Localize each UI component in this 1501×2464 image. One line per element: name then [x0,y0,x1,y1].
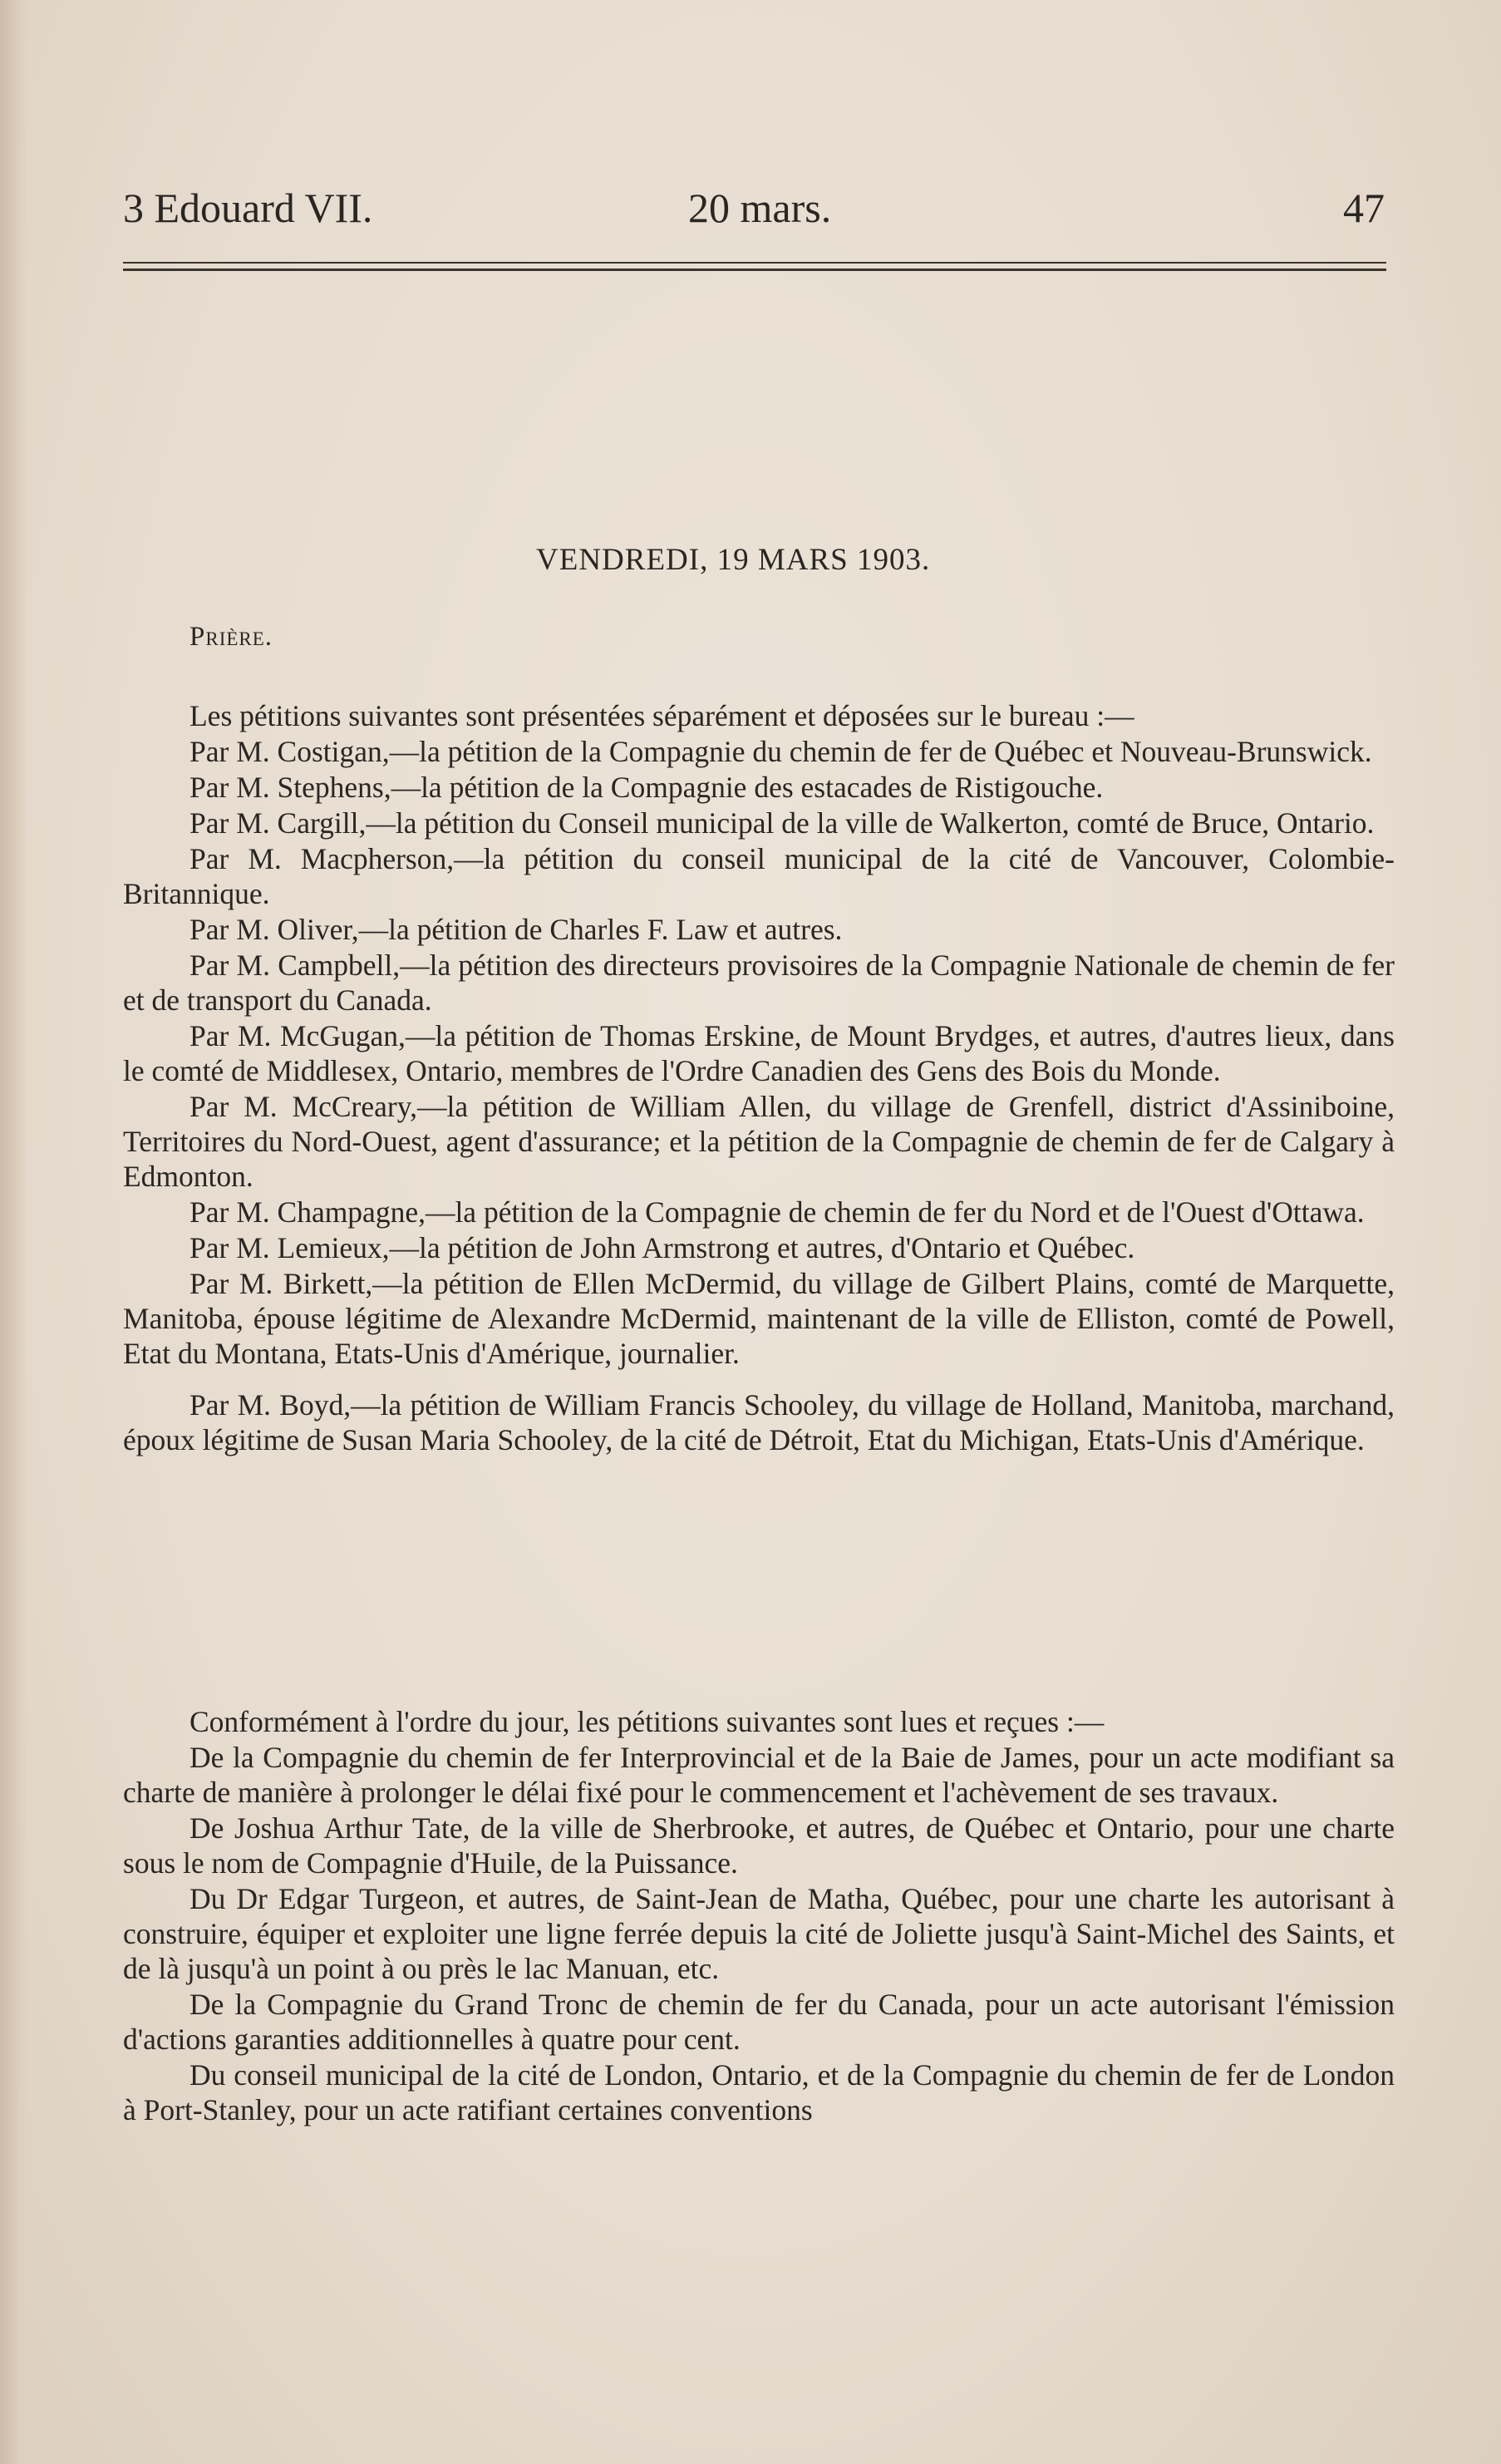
paragraph: Les pétitions suivantes sont présentées séparément et déposées sur le bureau :— [189,699,1134,732]
paragraph: Par M. Costigan,—la pétition de la Compagnie du chemin de fer de Québec et Nouveau-Brunswick. [189,735,1372,768]
sitting-date-title: VENDREDI, 19 MARS 1903. [536,543,931,577]
header-rule-thick [123,269,1386,271]
paragraph: Par M. Boyd,—la pétition de William Francis Schooley, du village de Holland, Manitoba, marchand, époux légitime de Susan Maria Schooley, de la cité de Détroit, Etat du Michigan, Etats-Unis d'Amérique. [123,1388,1395,1456]
running-header [123,179,1385,237]
paragraph: Par M. Lemieux,—la pétition de John Armstrong et autres, d'Ontario et Québec. [189,1231,1135,1264]
paragraph: Par M. Cargill,—la pétition du Conseil municipal de la ville de Walkerton, comté de Bruce, Ontario. [189,806,1375,840]
petitions-read-section [123,1704,1395,2127]
paragraph: Par M. Oliver,—la pétition de Charles F. Law et autres. [189,913,843,946]
paragraph: De la Compagnie du chemin de fer Interprovincial et de la Baie de James, pour un acte modifiant sa charte de manière à prolonger le délai fixé pour le commencement et l'achèvement de ses travaux. [123,1741,1395,1809]
paragraph: Par M. Campbell,—la pétition des directeurs provisoires de la Compagnie Nationale de chemin de fer et de transport du Canada. [123,949,1395,1017]
petitions-presented-section [123,698,1395,1457]
paragraph: De Joshua Arthur Tate, de la ville de Sherbrooke, et autres, de Québec et Ontario, pour une charte sous le nom de Compagnie d'Huile, de la Puissance. [123,1811,1395,1880]
header-regnal-year: 3 Edouard VII. [123,185,373,231]
header-rule-thin [123,262,1386,264]
paragraph: Par M. Stephens,—la pétition de la Compagnie des estacades de Ristigouche. [189,771,1104,804]
prayer-heading: Prière. [189,622,273,652]
page-binding-shadow [0,0,28,2464]
paragraph: De la Compagnie du Grand Tronc de chemin de fer du Canada, pour un acte autorisant l'émission d'actions garanties additionnelles à quatre pour cent. [123,1988,1395,2056]
page-number: 47 [1343,185,1385,231]
paragraph: Par M. Champagne,—la pétition de la Compagnie de chemin de fer du Nord et de l'Ouest d'Ottawa. [189,1195,1365,1229]
paragraph: Par M. McCreary,—la pétition de William Allen, du village de Grenfell, district d'Assiniboine, Territoires du Nord-Ouest, agent d'assurance; et la pétition de la Compagnie de chemin de fer de Calgary à Edmonton. [123,1090,1395,1193]
header-date: 20 mars. [688,185,832,231]
paragraph: Conformément à l'ordre du jour, les pétitions suivantes sont lues et reçues :— [189,1705,1105,1738]
paragraph: Du conseil municipal de la cité de London, Ontario, et de la Compagnie du chemin de fer de London à Port-Stanley, pour un acte ratifiant certaines conventions [123,2058,1395,2126]
paragraph: Par M. Birkett,—la pétition de Ellen McDermid, du village de Gilbert Plains, comté de Marquette, Manitoba, épouse légitime de Alexandre McDermid, maintenant de la ville de Elliston, comté de Powell, Etat du Montana, Etats-Unis d'Amérique, journalier. [123,1267,1395,1370]
paragraph: Par M. Macpherson,—la pétition du conseil municipal de la cité de Vancouver, Colombie-Britannique. [123,842,1395,910]
paragraph: Du Dr Edgar Turgeon, et autres, de Saint-Jean de Matha, Québec, pour une charte les autorisant à construire, équiper et exploiter une ligne ferrée depuis la cité de Joliette jusqu'à Saint-Michel des Saints, et de là jusqu'à un point à ou près le lac Manuan, etc. [123,1882,1395,1985]
paragraph: Par M. McGugan,—la pétition de Thomas Erskine, de Mount Brydges, et autres, d'autres lieux, dans le comté de Middlesex, Ontario, membres de l'Ordre Canadien des Gens des Bois du Monde. [123,1019,1395,1087]
